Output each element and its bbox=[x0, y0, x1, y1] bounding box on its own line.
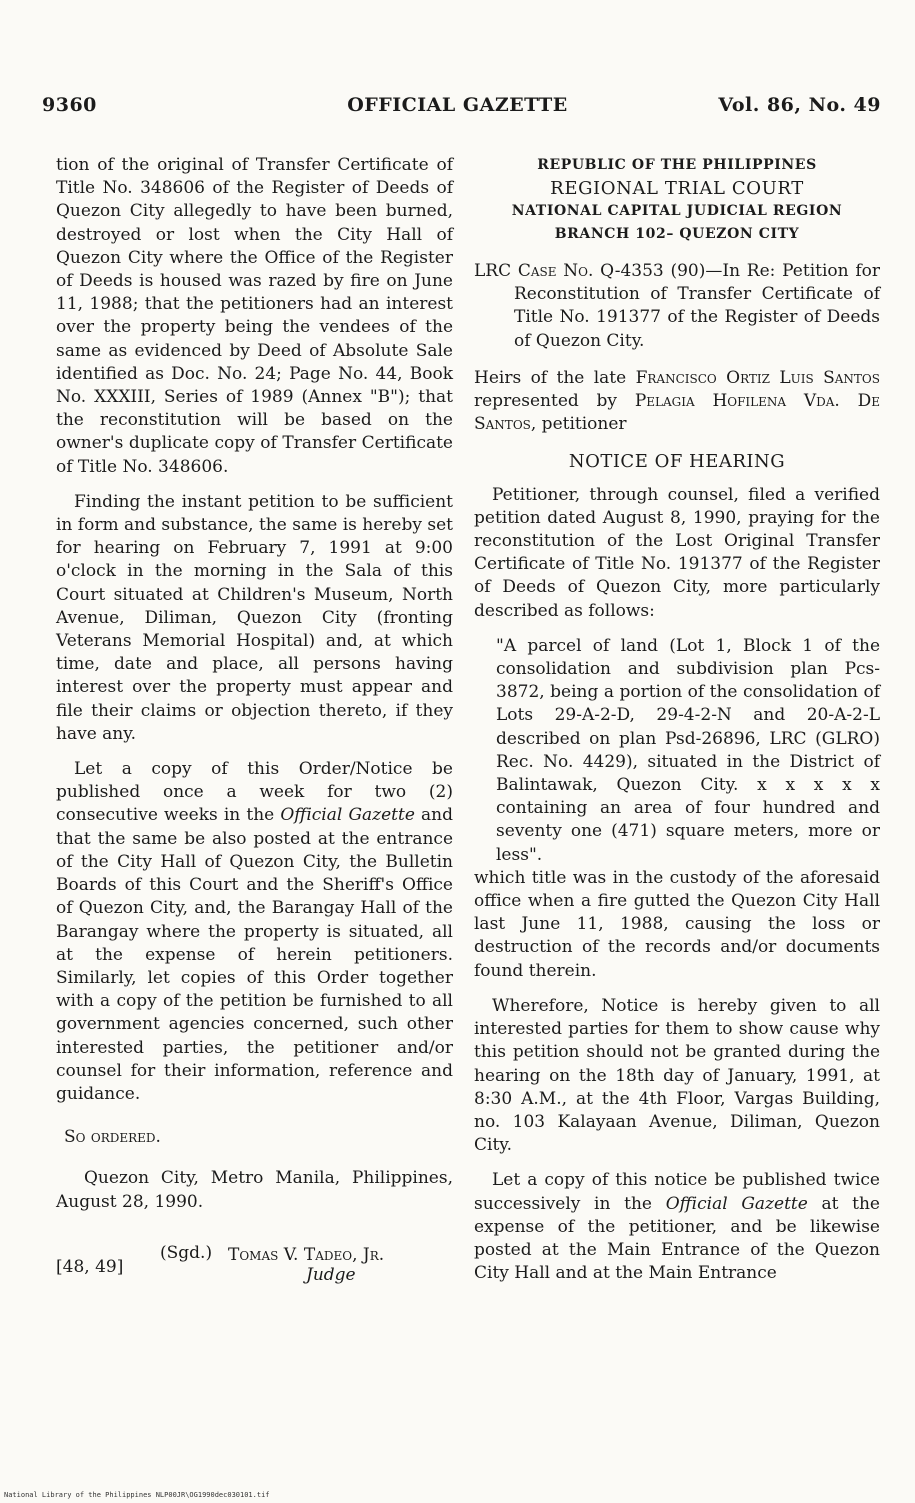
republic-heading: REPUBLIC OF THE PHILIPPINES bbox=[537, 157, 817, 173]
so-ordered: So ordered. bbox=[64, 1127, 161, 1148]
representative-name: Pelagia Hofilena Vda. De Santos bbox=[474, 391, 880, 435]
signed-mark: (Sgd.) bbox=[160, 1242, 213, 1263]
para3-text-b: and that the same be also posted at the entrance of the City Hall of Quezon City, the Bulletin Boards of this Court and the Sheriff's Office of Quezon City, and, the Barangay Hall of the Barangay where the property is situated, all at the expense of herein petitioners. Similarly, let copies of this Order together with a copy of the petition be furnished to all government agencies concerned, such other interested parties, the petitioner and/or counsel for their information, reference and guidance. bbox=[56, 805, 454, 1104]
publication-title: OFFICIAL GAZETTE bbox=[347, 94, 568, 116]
case-description: —In Re: Petition for Reconstitution of Transfer Certificate of Title No. 191377 of the Register of Deeds of Quezon City. bbox=[514, 261, 880, 351]
region-heading: NATIONAL CAPITAL JUDICIAL REGION bbox=[511, 203, 843, 219]
right-paragraph-1: Petitioner, through counsel, filed a verified petition dated August 8, 1990, praying for the reconstitution of the Lost Original Transfer Certificate of Title No. 191377 of the Register of Deeds of Quezon City, more particularly described as follows: bbox=[474, 484, 880, 621]
page-number: 9360 bbox=[42, 94, 97, 116]
para4-text-b: at the expense of the petitioner, and be likewise posted at the Main Entrance of the Quezon City Hall and at the Main Entrance bbox=[474, 1193, 880, 1284]
heir-name: Francisco Ortiz Luis Santos bbox=[635, 367, 880, 388]
volume-number: Vol. 86, No. 49 bbox=[718, 94, 881, 116]
signature-block bbox=[56, 1234, 453, 1294]
scan-footer: National Library of the Philippines NLP00JR\OG1990dec030101.tif bbox=[4, 1491, 270, 1499]
para4-text-a: Let a copy of this notice be published twice successively in the bbox=[474, 1170, 880, 1214]
land-description-quote: "A parcel of land (Lot 1, Block 1 of the consolidation and subdivision plan Pcs-3872, being a portion of the consolidation of Lots 29-A-2-D, 29-4-2-N and 20-A-2-L described on plan Psd-26896, LRC (GLRO) Rec. No. 4429), situated in the District of Balintawak, Quezon City. x x x x x containing an area of four hundred and seventy one (471) square meters, more or less". bbox=[496, 635, 880, 865]
para3-text-a: Let a copy of this Order/Notice be published once a week for two (2) consecutive weeks in the bbox=[56, 759, 453, 826]
branch-heading: BRANCH 102– QUEZON CITY bbox=[554, 226, 800, 242]
case-title bbox=[474, 260, 880, 353]
case-number: LRC Case No. Q-4353 (90) bbox=[474, 261, 706, 281]
page-header bbox=[0, 94, 915, 124]
court-heading: REGIONAL TRIAL COURT bbox=[550, 178, 804, 199]
left-paragraph-3 bbox=[56, 758, 453, 1106]
reference-number: [48, 49] bbox=[56, 1256, 124, 1277]
heirs-line bbox=[474, 367, 880, 437]
right-paragraph-4 bbox=[474, 1169, 880, 1285]
left-paragraph-2: Finding the instant petition to be sufficient in form and substance, the same is hereby set for hearing on February 7, 1991 at 9:00 o'clock in the morning in the Sala of this Court situated at Children's Museum, North Avenue, Diliman, Quezon City (fronting Veterans Memorial Hospital) and, at which time, date and place, all persons having interest over the property must appear and file their claims or objection thereto, if they have any. bbox=[56, 491, 453, 744]
judge-name: Tomas V. Tadeo, Jr. bbox=[228, 1244, 385, 1265]
notice-title: NOTICE OF HEARING bbox=[568, 451, 786, 473]
right-paragraph-3: Wherefore, Notice is hereby given to all interested parties for them to show cause why this petition should not be granted during the hearing on the 18th day of January, 1991, at 8:30 A.M., at the 4th Floor, Vargas Building, no. 103 Kalayaan Avenue, Diliman, Quezon City. bbox=[474, 995, 880, 1156]
right-column bbox=[474, 154, 880, 1297]
right-paragraph-2: which title was in the custody of the aforesaid office when a fire gutted the Quezon City Hall last June 11, 1988, causing the loss or destruction of the records and/or documents found therein. bbox=[474, 867, 880, 981]
place-date: Quezon City, Metro Manila, Philippines, August 28, 1990. bbox=[56, 1168, 453, 1212]
heirs-text-c: , petitioner bbox=[530, 414, 627, 435]
judge-title: Judge bbox=[306, 1264, 356, 1285]
heirs-text-a: Heirs of the late bbox=[474, 367, 636, 388]
heirs-text-b: represented by bbox=[474, 391, 635, 412]
left-column bbox=[56, 154, 453, 1294]
gazette-name: Official Gazette bbox=[280, 805, 415, 826]
gazette-name-2: Official Gazette bbox=[665, 1193, 808, 1214]
left-paragraph-1: tion of the original of Transfer Certificate of Title No. 348606 of the Register of Deeds of Quezon City allegedly to have been burned, destroyed or lost when the City Hall of Quezon City where the Office of the Register of Deeds is housed was razed by fire on June 11, 1988; that the petitioners had an interest over the property being the vendees of the same as evidenced by Deed of Absolute Sale identified as Doc. No. 24; Page No. 44, Book No. XXXIII, Series of 1989 (Annex "B"); that the reconstitution will be based on the owner's duplicate copy of Transfer Certificate of Title No. 348606. bbox=[56, 155, 453, 477]
